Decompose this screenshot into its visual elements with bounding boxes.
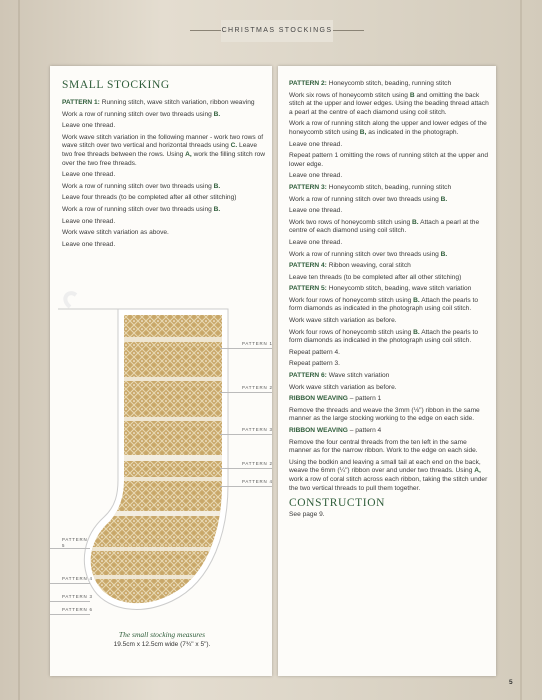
thread-code: B. (213, 182, 221, 190)
pattern-guide-line (50, 601, 90, 602)
pattern-guide-line (220, 434, 272, 435)
pattern-label: PATTERN 4 (242, 479, 273, 484)
instruction: Leave one thread. (62, 122, 116, 130)
pattern-guide-line (50, 548, 90, 549)
pattern-guide-line (220, 486, 272, 487)
instruction: Leave one thread. (289, 238, 343, 246)
instruction: Work a row of running stitch over two threads using (62, 110, 212, 118)
instruction: Using the bodkin and leaving a small tail at each end on the back, weave the 6mm (¼") ribbon over and under two threads. Using (289, 458, 481, 475)
instruction: Work wave stitch variation as before. (289, 317, 397, 325)
thread-code: B, (359, 128, 367, 136)
instruction: Work a row of running stitch along the upper and lower edges of the honeycomb stitch using (289, 120, 487, 136)
instruction: Repeat pattern 3. (289, 360, 340, 368)
instruction: See page 9. (289, 510, 325, 518)
thread-code: A, (185, 150, 192, 158)
instruction: Work a row of running stitch over two threads using (289, 250, 439, 258)
instruction: Work two rows of honeycomb stitch using (289, 218, 411, 226)
caption-text: 19.5cm x 12.5cm wide (7¾" x 5"). (113, 641, 211, 648)
pattern-3-label: PATTERN 3: (289, 183, 327, 191)
instruction: Attach the pearls to form diamonds as indicated in the photograph using coil stitch. (289, 296, 479, 313)
instruction: Work four rows of honeycomb stitch using (289, 296, 412, 304)
thread-code: B. (440, 250, 448, 258)
pattern-guide-line (50, 583, 90, 584)
pattern-label: PATTERN 3 (62, 594, 93, 599)
pattern-label: PATTERN 3 (242, 427, 273, 432)
pattern-guide-line (220, 348, 272, 349)
instruction: Work six rows of honeycomb stitch using (289, 91, 408, 99)
thread-code: B. (413, 296, 420, 304)
thread-code: B. (413, 328, 420, 336)
ribbon-weaving-4-desc: – pattern 4 (349, 427, 382, 434)
instruction: Leave one thread. (62, 171, 116, 179)
instruction: Leave four threads (to be completed after all other stitching) (62, 194, 237, 202)
instruction: Work wave stitch variation in the following manner - work two rows of wave stitch over two vertical and horizontal threads using (62, 133, 264, 150)
thread-code: B. (213, 205, 221, 213)
pattern-label: PATTERN 2 (242, 461, 273, 466)
instruction: Work wave stitch variation as above. (62, 229, 169, 237)
thread-code: A, (474, 467, 481, 475)
ribbon-weaving-1-desc: – pattern 1 (349, 395, 382, 403)
instruction: Attach the pearls to form diamonds as indicated in the photograph using coil stitch. (289, 328, 479, 345)
pattern-label: PATTERN (62, 537, 88, 542)
instruction: Leave one thread. (62, 240, 116, 248)
instruction: Leave ten threads (to be completed after all other stitching) (289, 273, 462, 281)
thread-code: B. (440, 195, 448, 203)
instruction: Leave one thread. (289, 172, 343, 180)
instruction: Attach a pearl at the centre of each diamond using coil stitch. (289, 218, 480, 235)
instruction: Repeat pattern 1 omitting the rows of running stitch at the upper and lower edge. (289, 152, 489, 168)
pattern-label: PATTERN 4 (62, 576, 93, 581)
header-rule-right (333, 30, 364, 31)
pattern-1-desc: Running stitch, wave stitch variation, ribbon weaving (101, 99, 255, 106)
ribbon-weaving-4-label: RIBBON WEAVING (289, 427, 348, 434)
instruction: Leave one thread. (62, 217, 116, 225)
pattern-3-desc: Honeycomb stitch, beading, running stitch (328, 183, 452, 191)
instruction: Work a row of running stitch over two threads using (62, 205, 212, 213)
instruction: and omitting the back stitch at the upper and lower edges. Using the beading thread attach a pearl at the centre of each diamond using coil stitch. (289, 91, 489, 116)
caption-title: The small stocking measures (118, 630, 206, 639)
pattern-guide-line (50, 614, 90, 615)
pattern-2-label: PATTERN 2: (289, 80, 327, 87)
stocking-photo (50, 285, 272, 625)
instruction: Repeat pattern 4. (289, 348, 340, 356)
thread-code: B. (412, 218, 419, 226)
instruction: work the filling stitch row over the two free threads. (62, 150, 266, 167)
right-column (289, 80, 489, 522)
page-number: 5 (509, 679, 513, 686)
instruction: Leave one thread. (289, 207, 343, 215)
pattern-1-label: PATTERN 1: (62, 99, 100, 106)
pattern-guide-line (220, 392, 272, 393)
pattern-5-desc: Honeycomb stitch, beading, wave stitch variation (328, 285, 472, 293)
left-column (62, 99, 267, 252)
pattern-6-label: PATTERN 6: (289, 372, 327, 380)
pattern-5-label: PATTERN 5: (289, 285, 327, 293)
pattern-label: PATTERN 2 (242, 385, 273, 390)
instruction: Leave one thread. (289, 140, 343, 148)
photo-caption (62, 630, 262, 648)
pattern-4-desc: Ribbon weaving, coral stitch (328, 262, 411, 270)
header-rule-left (190, 30, 221, 31)
instruction: as indicated in the photograph. (368, 128, 459, 136)
pattern-label: PATTERN 6 (62, 607, 93, 612)
instruction: work a row of coral stitch across each ribbon, taking the stitch under the two vertical threads to pull them together. (289, 475, 488, 492)
instruction: Work a row of running stitch over two threads using (62, 182, 212, 190)
pattern-label: 5 (62, 543, 66, 548)
plank-line (520, 0, 522, 700)
instruction: Leave two free threads between the rows. (62, 142, 258, 158)
instruction: Work wave stitch variation as before. (289, 383, 397, 391)
instruction: Work a row of running stitch over two threads using (289, 195, 439, 203)
instruction: Using (166, 150, 184, 158)
thread-code: C. (230, 142, 238, 150)
instruction: Remove the four central threads from the ten left in the same manner as for the narrow ribbon. Work to the edge on each side. (289, 438, 478, 455)
ribbon-weaving-1-label: RIBBON WEAVING (289, 395, 348, 403)
instruction: Remove the threads and weave the 3mm (⅛") ribbon in the same manner as the large stocking working to the edge on each side. (289, 406, 480, 423)
plank-line (18, 0, 20, 700)
pattern-2-desc: Honeycomb stitch, beading, running stitch (328, 80, 452, 87)
construction-title: CONSTRUCTION (289, 497, 386, 510)
pattern-6-desc: Wave stitch variation (328, 372, 390, 380)
section-header: CHRISTMAS STOCKINGS (221, 20, 333, 42)
pattern-4-label: PATTERN 4: (289, 262, 327, 270)
pattern-guide-line (220, 468, 272, 469)
small-stocking-title: SMALL STOCKING (62, 79, 170, 91)
thread-code: B. (213, 110, 221, 118)
thread-code: B (409, 91, 415, 99)
pattern-label: PATTERN 1 (242, 341, 273, 346)
instruction: Work four rows of honeycomb stitch using (289, 328, 412, 336)
